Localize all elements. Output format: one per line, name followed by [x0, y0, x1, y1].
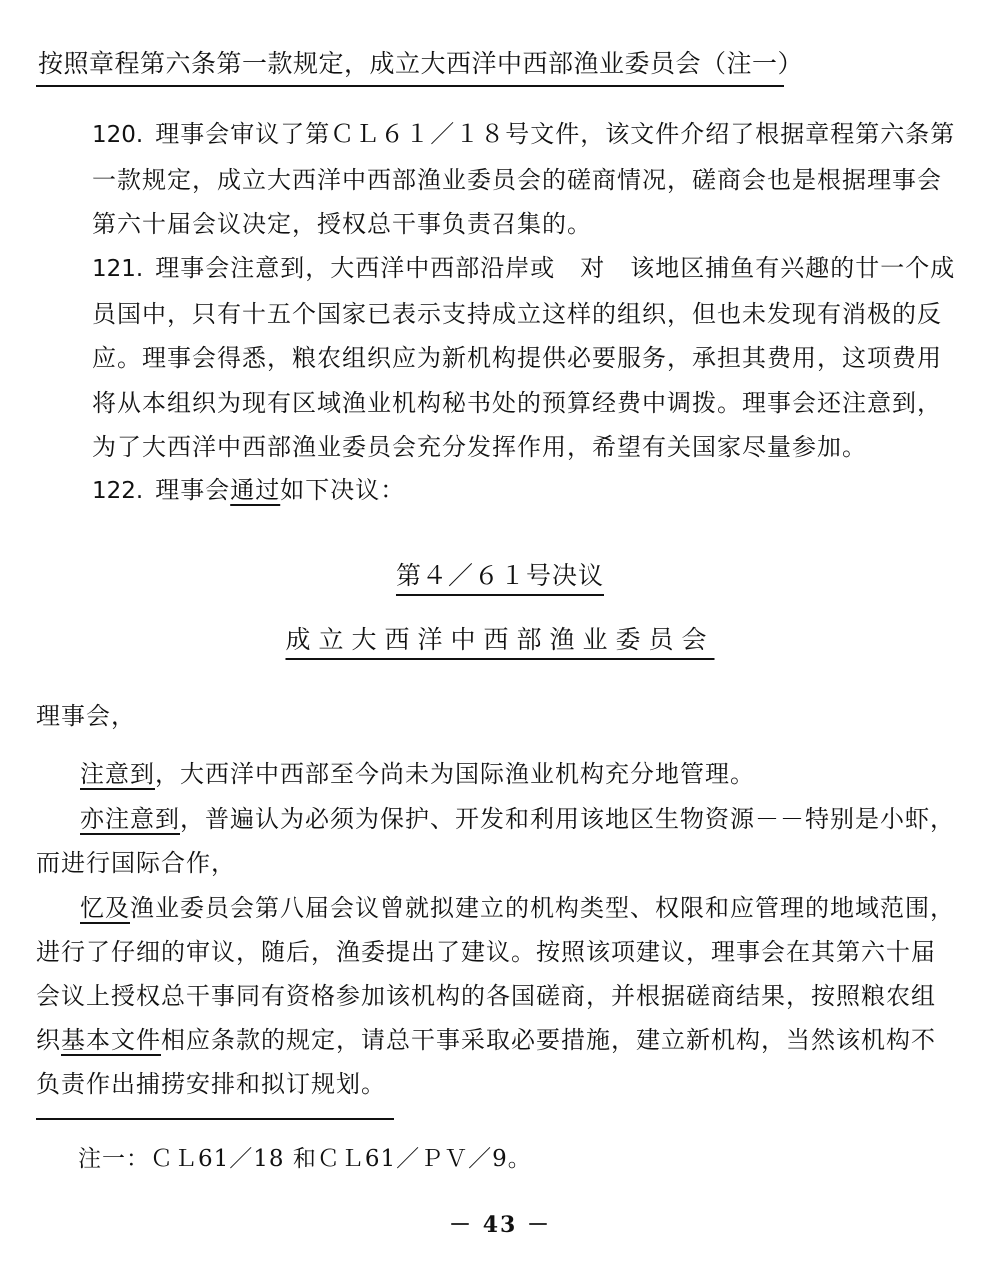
underlined-term: 基本文件: [61, 1026, 161, 1054]
section-heading: 按照章程第六条第一款规定，成立大西洋中西部渔业委员会（注一）: [38, 49, 804, 78]
clause-text-continued: 相应条款的规定，请总干事采取必要措施，建立新机构，当然该机构不负责作出捕捞安排和拟订规划。: [36, 1026, 936, 1098]
clause-lead: 注意到: [80, 760, 155, 788]
clause-text: ，大西洋中西部至今尚未为国际渔业机构充分地管理。: [155, 760, 755, 788]
resolution-title: 成立大西洋中西部渔业委员会: [285, 625, 715, 654]
paragraph-text: 理事会审议了第ＣＬ６１／１８号文件，该文件介绍了根据章程第六条第一款规定，成立大西洋中西部渔业委员会的磋商情况，磋商会也是根据理事会第六十届会议决定，授权总干事负责召集的。: [92, 120, 956, 238]
underlined-term: 通过: [230, 476, 281, 504]
clause-text: 渔业委员会第八届会议曾就拟建立的机构类型、权限和应管理的地域范围，进行了仔细的审议，随后，渔委提出了建议。按照该项建议，理事会在其第六十届会议上授权总干事同有资格参加该机构的各国磋商，并根据磋商结果，按照粮农组织: [36, 894, 955, 1054]
clause-text: ，普遍认为必须为保护、开发和利用该地区生物资源－－特别是小虾，而进行国际合作，: [36, 805, 955, 877]
clause-noting: [36, 752, 956, 796]
clause-also-noting: [36, 797, 956, 885]
footnote: 注一：ＣＬ61／18 和ＣＬ61／ＰＶ／9。: [78, 1146, 532, 1172]
paragraph-120: [36, 112, 956, 247]
paragraph-number: 121.: [92, 256, 144, 282]
resolution-title-line: [0, 620, 1000, 656]
resolution-number: 第４／６１号决议: [395, 561, 604, 590]
paragraph-text: 理事会注意到，大西洋中西部沿岸或 对 该地区捕鱼有兴趣的廿一个成员国中，只有十五个国家已表示支持成立这样的组织，但也未发现有消极的反应。理事会得悉，粮农组织应为新机构提供必要服务，承担其费用，这项费用将从本组织为现有区域渔业机构秘书处的预算经费中调拨。理事会还注意到，为了大西洋中西部渔业委员会充分发挥作用，希望有关国家尽量参加。: [92, 254, 956, 461]
paragraph-text-before: 理事会: [155, 476, 231, 504]
heading-underline: [36, 85, 784, 87]
paragraph-number: 120.: [92, 122, 144, 148]
paragraph-121: [36, 246, 956, 470]
paragraph-text-after: 如下决议：: [280, 476, 406, 504]
clause-lead: 忆及: [80, 894, 130, 922]
clause-recalling: [36, 886, 956, 1106]
resolution-addressee: 理事会，: [36, 702, 136, 730]
clause-lead: 亦注意到: [80, 805, 180, 833]
page-number: － 43 －: [449, 1212, 551, 1238]
footnote-divider: [36, 1118, 394, 1120]
paragraph-122: [36, 468, 956, 514]
resolution-number-line: [0, 556, 1000, 592]
paragraph-number: 122.: [92, 478, 144, 504]
